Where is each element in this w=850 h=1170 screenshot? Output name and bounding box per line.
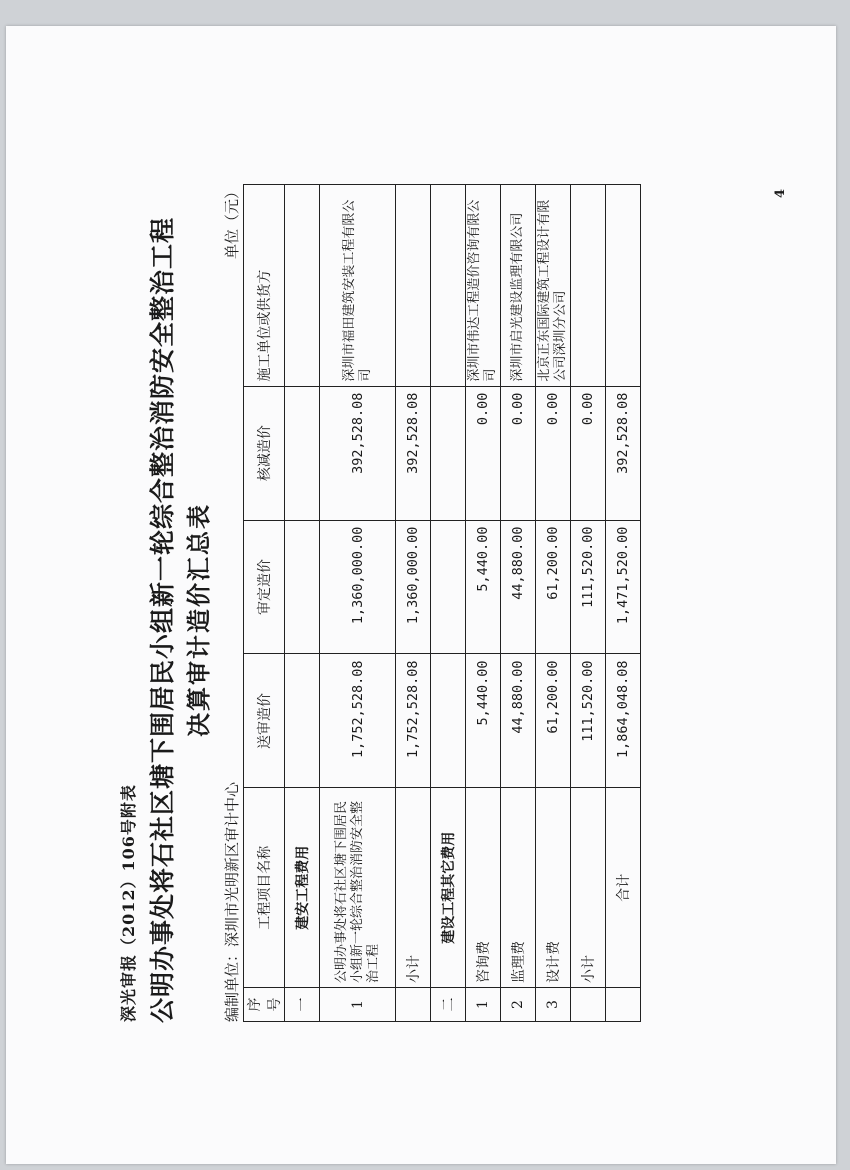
header-approved-cost: 审定造价 — [244, 520, 285, 654]
row-project-name: 设计费 — [536, 788, 571, 988]
row-project-name: 公明办事处将石社区塘下围居民小组新一轮综合整治消防安全整治工程 — [320, 788, 396, 988]
row-contractor — [606, 185, 641, 387]
row-contractor: 深圳市伟达工程造价咨询有限公司 — [466, 185, 501, 387]
row-contractor: 北京正东国际建筑工程设计有限公司深圳分公司 — [536, 185, 571, 387]
header-contractor: 施工单位或供货方 — [244, 185, 285, 387]
row-reduced — [431, 386, 466, 520]
row-project-name: 监理费 — [501, 788, 536, 988]
row-approved: 61,200.00 — [536, 520, 571, 654]
table-row — [536, 185, 571, 1022]
title-line-2: 决算审计造价汇总表 — [184, 503, 213, 737]
table-row — [571, 185, 606, 1022]
compiler-row — [221, 184, 242, 1022]
row-project-name: 咨询费 — [466, 788, 501, 988]
row-reduced: 0.00 — [466, 386, 501, 520]
row-contractor — [571, 185, 606, 387]
row-reduced — [285, 386, 320, 520]
row-approved — [431, 520, 466, 654]
table-row — [320, 185, 396, 1022]
row-serial: 二 — [431, 988, 466, 1022]
table-row — [285, 185, 320, 1022]
row-submitted — [431, 654, 466, 788]
audit-summary-table — [243, 184, 641, 1022]
row-submitted: 1,864,048.08 — [606, 654, 641, 788]
row-reduced: 392,528.08 — [396, 386, 431, 520]
header-project-name: 工程项目名称 — [244, 788, 285, 988]
row-reduced: 392,528.08 — [606, 386, 641, 520]
row-serial — [396, 988, 431, 1022]
header-serial: 序号 — [244, 988, 285, 1022]
row-reduced: 0.00 — [501, 386, 536, 520]
table-row — [431, 185, 466, 1022]
row-contractor — [431, 185, 466, 387]
table-row-total — [606, 185, 641, 1022]
rotated-document — [21, 70, 821, 1170]
row-contractor — [396, 185, 431, 387]
row-serial: 1 — [320, 988, 396, 1022]
row-reduced: 0.00 — [571, 386, 606, 520]
row-approved: 111,520.00 — [571, 520, 606, 654]
row-approved: 1,471,520.00 — [606, 520, 641, 654]
table-row — [501, 185, 536, 1022]
row-project-name: 小计 — [396, 788, 431, 988]
page-number: 4 — [773, 188, 788, 198]
row-approved: 1,360,000.00 — [396, 520, 431, 654]
table-row — [466, 185, 501, 1022]
row-contractor: 深圳市启光建设监理有限公司 — [501, 185, 536, 387]
compiler-label: 编制单位：深圳市光明新区审计中心 — [223, 781, 241, 1022]
unit-label: 单位（元） — [223, 184, 241, 260]
row-serial: 1 — [466, 988, 501, 1022]
row-submitted: 5,440.00 — [466, 654, 501, 788]
row-reduced: 392,528.08 — [320, 386, 396, 520]
row-reduced: 0.00 — [536, 386, 571, 520]
row-contractor: 深圳市福田建筑安装工程有限公司 — [320, 185, 396, 387]
table-header-row — [244, 185, 285, 1022]
row-serial — [606, 988, 641, 1022]
header-submitted-cost: 送审造价 — [244, 654, 285, 788]
row-serial: 一 — [285, 988, 320, 1022]
row-submitted: 1,752,528.08 — [396, 654, 431, 788]
row-serial — [571, 988, 606, 1022]
row-approved: 5,440.00 — [466, 520, 501, 654]
row-submitted: 61,200.00 — [536, 654, 571, 788]
header-reduced-cost: 核减造价 — [244, 386, 285, 520]
row-approved — [285, 520, 320, 654]
row-project-name: 合计 — [606, 788, 641, 988]
row-submitted: 111,520.00 — [571, 654, 606, 788]
row-project-name: 建设工程其它费用 — [431, 788, 466, 988]
row-approved: 44,880.00 — [501, 520, 536, 654]
row-approved: 1,360,000.00 — [320, 520, 396, 654]
row-submitted — [285, 654, 320, 788]
row-project-name: 小计 — [571, 788, 606, 988]
row-submitted: 1,752,528.08 — [320, 654, 396, 788]
title-line-1: 公明办事处将石社区塘下围居民小组新一轮综合整治消防安全整治工程 — [148, 217, 177, 1024]
table-row — [396, 185, 431, 1022]
row-serial: 3 — [536, 988, 571, 1022]
row-contractor — [285, 185, 320, 387]
document-reference: 深光审报（2012）106号附表 — [119, 784, 138, 1022]
scanned-page — [6, 26, 836, 1164]
row-project-name: 建安工程费用 — [285, 788, 320, 988]
row-submitted: 44,880.00 — [501, 654, 536, 788]
row-serial: 2 — [501, 988, 536, 1022]
